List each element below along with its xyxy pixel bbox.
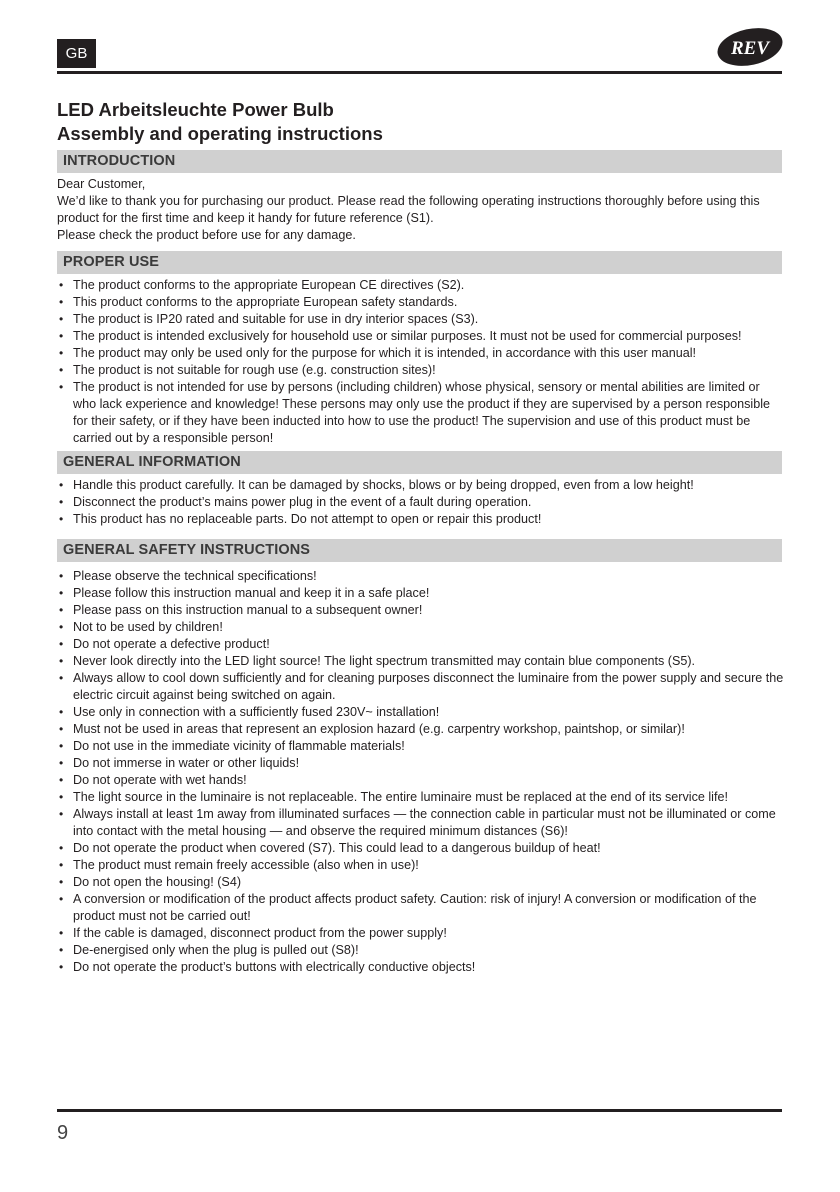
bullet-icon: • <box>59 495 64 509</box>
section-heading-general-safety: GENERAL SAFETY INSTRUCTIONS <box>57 539 782 562</box>
list-item: • The product is intended exclusively for household use or similar purposes. It must not be used for commercial purposes! <box>59 329 742 343</box>
header-rule <box>57 71 782 74</box>
bullet-icon: • <box>59 756 64 770</box>
title-line-1: LED Arbeitsleuchte Power Bulb <box>57 99 334 120</box>
bullet-icon: • <box>59 858 64 872</box>
svg-text:REV: REV <box>730 38 770 59</box>
bullet-icon: • <box>59 875 64 889</box>
section-heading-general-information: GENERAL INFORMATION <box>57 451 782 474</box>
list-item: • The product is not suitable for rough use (e.g. construction sites)! <box>59 363 436 377</box>
list-item: • Must not be used in areas that represent an explosion hazard (e.g. carpentry workshop, paintshop, or similar)! <box>59 722 685 736</box>
general-safety-list <box>57 568 785 976</box>
bullet-icon: • <box>59 790 64 804</box>
list-item: • Please observe the technical specifications! <box>59 569 317 583</box>
title-line-2: Assembly and operating instructions <box>57 123 383 144</box>
bullet-icon: • <box>59 739 64 753</box>
general-information-list <box>57 477 785 528</box>
bullet-icon: • <box>59 569 64 583</box>
list-item: • Handle this product carefully. It can be damaged by shocks, blows or by being dropped, even from a low height! <box>59 478 694 492</box>
list-item: • Do not operate a defective product! <box>59 637 270 651</box>
list-item: • Do not operate the product’s buttons with electrically conductive objects! <box>59 960 476 974</box>
paragraph: We’d like to thank you for purchasing our product. Please read the following operating instructions thoroughly before using this product for the first time and keep it handy for future reference (S1). <box>57 194 760 225</box>
bullet-icon: • <box>59 603 64 617</box>
introduction-text <box>57 176 785 244</box>
list-item: • Please follow this instruction manual and keep it in a safe place! <box>59 586 430 600</box>
bullet-icon: • <box>59 943 64 957</box>
list-item: • Disconnect the product’s mains power plug in the event of a fault during operation. <box>59 495 532 509</box>
list-item: • Do not open the housing! (S4) <box>59 875 242 889</box>
bullet-icon: • <box>59 329 64 343</box>
list-item: • The product must remain freely accessible (also when in use)! <box>59 858 419 872</box>
list-item: • Always install at least 1m away from illuminated surfaces — the connection cable in particular must not be illuminated or come into contact with the metal housing — and observe the required minimum distances (S6)! <box>59 807 776 838</box>
bullet-icon: • <box>59 671 64 685</box>
bullet-icon: • <box>59 512 64 526</box>
list-item: • Not to be used by children! <box>59 620 223 634</box>
list-item: • This product has no replaceable parts. Do not attempt to open or repair this product! <box>59 512 542 526</box>
bullet-icon: • <box>59 363 64 377</box>
list-item: • Do not operate with wet hands! <box>59 773 247 787</box>
bullet-icon: • <box>59 478 64 492</box>
bullet-icon: • <box>59 705 64 719</box>
proper-use-list <box>57 277 785 447</box>
bullet-icon: • <box>59 841 64 855</box>
bullet-icon: • <box>59 380 64 394</box>
bullet-icon: • <box>59 773 64 787</box>
document-title <box>57 98 785 146</box>
list-item: • De-energised only when the plug is pulled out (S8)! <box>59 943 359 957</box>
bullet-icon: • <box>59 312 64 326</box>
bullet-icon: • <box>59 620 64 634</box>
paragraph: Please check the product before use for any damage. <box>57 228 356 242</box>
bullet-icon: • <box>59 654 64 668</box>
list-item: • Never look directly into the LED light source! The light spectrum transmitted may contain blue components (S5). <box>59 654 696 668</box>
bullet-icon: • <box>59 892 64 906</box>
list-item: • Do not operate the product when covered (S7). This could lead to a dangerous buildup of heat! <box>59 841 601 855</box>
language-badge: GB <box>57 39 96 68</box>
document-body <box>57 98 785 980</box>
list-item: • The light source in the luminaire is not replaceable. The entire luminaire must be replaced at the end of its service life! <box>59 790 728 804</box>
bullet-icon: • <box>59 926 64 940</box>
list-item: • This product conforms to the appropriate European safety standards. <box>59 295 458 309</box>
bullet-icon: • <box>59 637 64 651</box>
bullet-icon: • <box>59 586 64 600</box>
list-item: • Do not immerse in water or other liquids! <box>59 756 300 770</box>
section-heading-proper-use: PROPER USE <box>57 251 782 274</box>
page-number: 9 <box>57 1122 69 1144</box>
list-item: • The product conforms to the appropriate European CE directives (S2). <box>59 278 465 292</box>
list-item: • The product is not intended for use by persons (including children) whose physical, sensory or mental abilities are limited or who lack experience and knowledge! These persons may only use the product if they are supervised by a person responsible for their safety, or if they have been inducted into how to use the product! The supervision and use of this product must be carried out by a responsible person! <box>59 380 771 445</box>
list-item: • Please pass on this instruction manual to a subsequent owner! <box>59 603 423 617</box>
bullet-icon: • <box>59 295 64 309</box>
list-item: • If the cable is damaged, disconnect product from the power supply! <box>59 926 447 940</box>
list-item: • The product is IP20 rated and suitable for use in dry interior spaces (S3). <box>59 312 479 326</box>
bullet-icon: • <box>59 722 64 736</box>
list-item: • The product may only be used only for the purpose for which it is intended, in accordance with this user manual! <box>59 346 697 360</box>
list-item: • Use only in connection with a sufficiently fused 230V~ installation! <box>59 705 440 719</box>
paragraph: Dear Customer, <box>57 177 146 191</box>
bullet-icon: • <box>59 346 64 360</box>
bullet-icon: • <box>59 807 64 821</box>
footer-rule <box>57 1109 782 1112</box>
bullet-icon: • <box>59 278 64 292</box>
rev-logo-icon <box>716 27 784 67</box>
bullet-icon: • <box>59 960 64 974</box>
list-item: • Always allow to cool down sufficiently and for cleaning purposes disconnect the luminaire from the power supply and secure the electric circuit against being switched on again. <box>59 671 784 702</box>
list-item: • Do not use in the immediate vicinity of flammable materials! <box>59 739 405 753</box>
list-item: • A conversion or modification of the product affects product safety. Caution: risk of injury! A conversion or modification of the product must not be carried out! <box>59 892 757 923</box>
section-heading-introduction: INTRODUCTION <box>57 150 782 173</box>
